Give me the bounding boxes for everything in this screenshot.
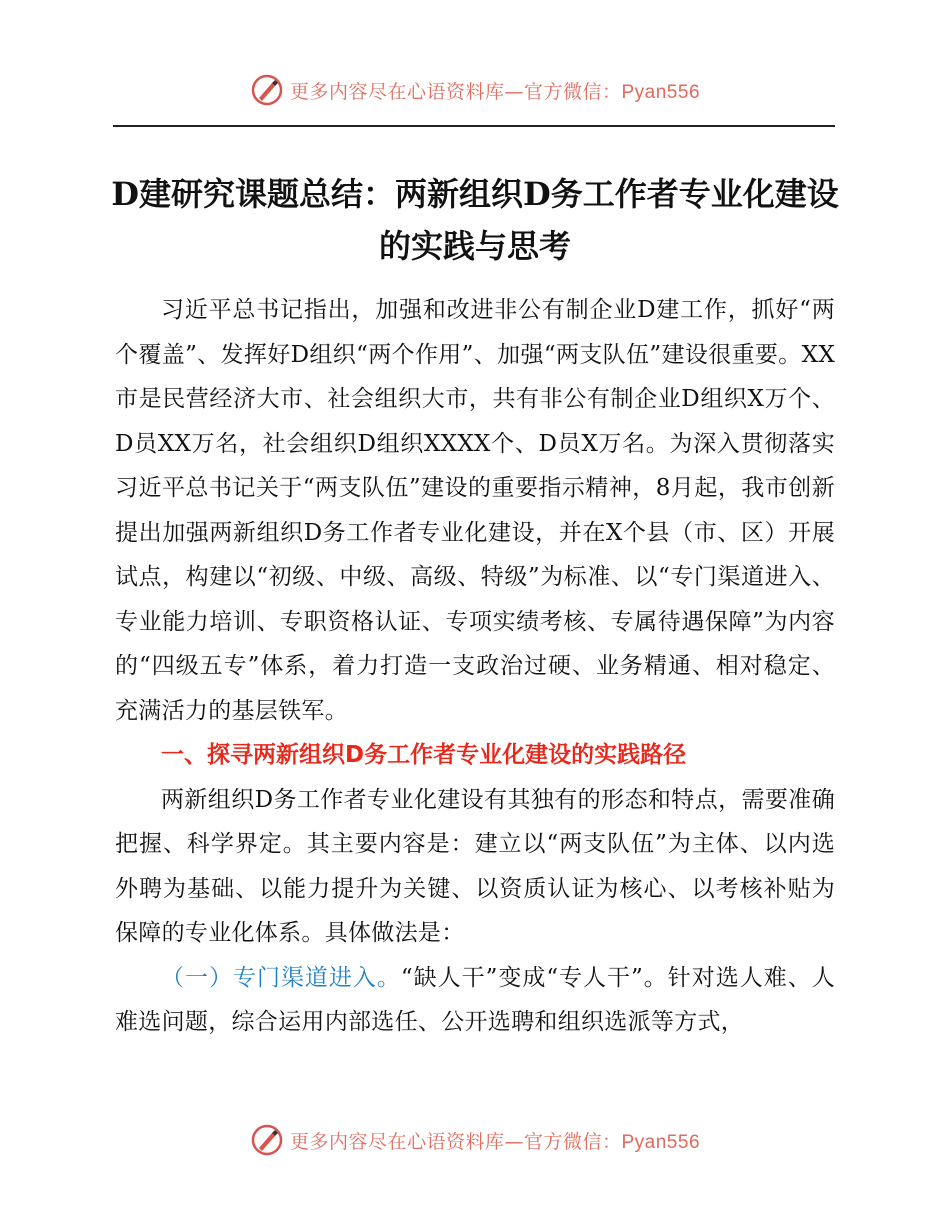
section-1-paragraph: 两新组织D务工作者专业化建设有其独有的形态和特点，需要准确把握、科学界定。其主要内容是：建立以“两支队伍”为主体、以内选外聘为基础、以能力提升为关键、以资质认证为核心、以考核补贴为保障的专业化体系。具体做法是： <box>115 786 835 946</box>
document-body <box>115 288 835 1045</box>
section-heading-1: 一、探寻两新组织D务工作者专业化建设的实践路径 <box>161 742 687 768</box>
header-divider <box>113 125 835 127</box>
footer-wechat-id: Pyan556 <box>621 1131 701 1153</box>
subsection-1-paragraph <box>115 956 835 1045</box>
subsection-1-text: “缺人干”变成“专人干”。针对选人难、人难选问题，综合运用内部选任、公开选聘和组织选派等方式， <box>115 964 835 1035</box>
footer-banner <box>0 1120 950 1160</box>
subsection-1-heading: （一）专门渠道进入。 <box>161 964 401 991</box>
header-banner-text: 更多内容尽在心语资料库—官方微信：Pyan556 <box>289 80 701 103</box>
footer-banner-text: 更多内容尽在心语资料库—官方微信：Pyan556 <box>289 1130 701 1153</box>
pen-logo-icon <box>250 73 284 107</box>
header-wechat-id: Pyan556 <box>621 81 701 103</box>
header-banner <box>0 70 950 110</box>
intro-paragraph: 习近平总书记指出，加强和改进非公有制企业D建工作，抓好“两个覆盖”、发挥好D组织“两个作用”、加强“两支队伍”建设很重要。XX市是民营经济大市、社会组织大市，共有非公有制企业D组织X万个、D员XX万名，社会组织D组织XXXX个、D员X万名。为深入贯彻落实习近平总书记关于“两支队伍”建设的重要指示精神，8月起，我市创新提出加强两新组织D务工作者专业化建设，并在X个县（市、区）开展试点，构建以“初级、中级、高级、特级”为标准、以“专门渠道进入、专业能力培训、专职资格认证、专项实绩考核、专属待遇保障”为内容的“四级五专”体系，着力打造一支政治过硬、业务精通、相对稳定、充满活力的基层铁军。 <box>115 297 835 724</box>
pen-logo-icon <box>250 1123 284 1157</box>
document-title: D建研究课题总结：两新组织D务工作者专业化建设的实践与思考 <box>111 175 839 265</box>
